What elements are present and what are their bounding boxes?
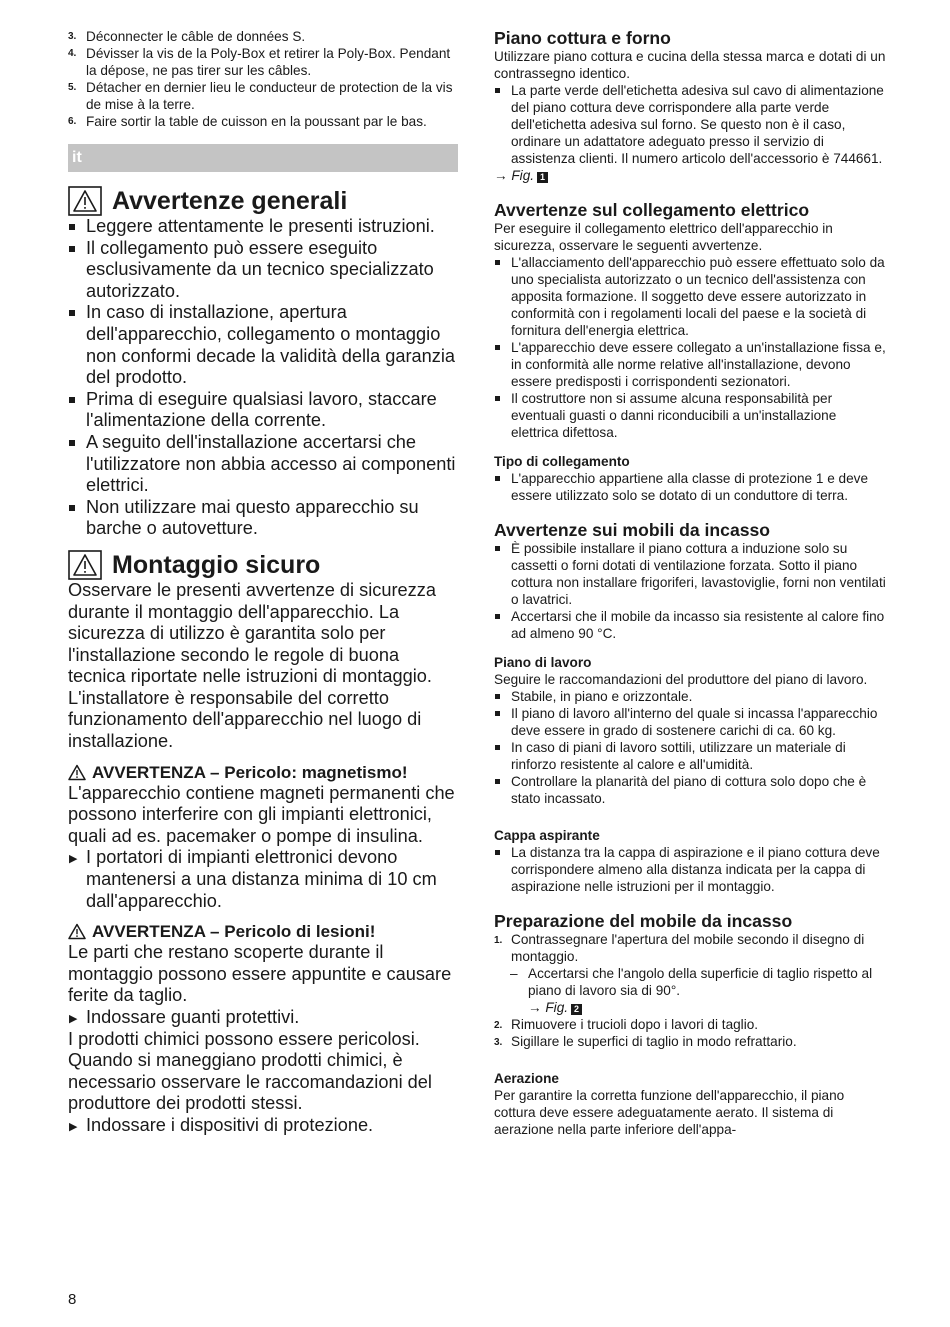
bullet-square-icon: [495, 260, 500, 265]
list-item: Accertarsi che il mobile da incasso sia resistente al calore fino ad almeno 90 °C.: [494, 608, 886, 642]
hob-oven-intro: Utilizzare piano cottura e cucina della stessa marca e dotati di un contrassegno identico.: [494, 49, 886, 81]
warning-triangle-icon: [68, 550, 102, 580]
list-item: In caso di piani di lavoro sottili, utilizzare un materiale di rinforzo resistente al calore e all'umidità.: [494, 739, 886, 773]
hood-heading: Cappa aspirante: [494, 828, 600, 843]
hob-oven-list: [494, 82, 886, 167]
list-item: Controllare la planarità del piano di cottura solo dopo che è stato incassato.: [494, 773, 886, 807]
worktop-heading: Piano di lavoro: [494, 655, 592, 670]
list-item: 5. Détacher en dernier lieu le conducteur de protection de la vis de mise à la terre.: [68, 80, 453, 112]
worktop-list: [494, 688, 886, 807]
bullet-square-icon: [495, 345, 500, 350]
bullet-square-icon: [69, 440, 75, 446]
list-item: L'allacciamento dell'apparecchio può essere effettuato solo da uno specialista autorizzato o un tecnico dell'assistenza con apposita formazione. Il soggetto deve essere autorizzato in conformità con i regolamenti locali del paese e la società di fornitura dell'energia elettrica.: [494, 254, 886, 339]
list-item: 4. Dévisser la vis de la Poly-Box et retirer la Poly-Box. Pendant la dépose, ne pas tirer sur les câbles.: [68, 46, 451, 78]
figure-number-badge: 1: [537, 172, 548, 183]
bullet-square-icon: [69, 246, 75, 252]
warning-magnetism-heading: AVVERTENZA – Pericolo: magnetismo!: [68, 763, 458, 783]
general-warnings-heading: Avvertenze generali: [68, 186, 458, 216]
list-item: Il costruttore non si assume alcuna responsabilità per eventuali guasti o danni riconducibili a un'installazione elettrica difettosa.: [494, 390, 886, 441]
language-bar: it: [68, 144, 458, 172]
safe-mounting-heading: Montaggio sicuro: [68, 550, 458, 580]
electrical-list: [494, 254, 886, 441]
list-item: La parte verde dell'etichetta adesiva sul cavo di alimentazione del piano cottura deve corrispondere alla parte verde dell'etichetta adesiva sul forno. Se questo non è il caso, ordinare un adattatore adeguato presso il servizio di assistenza clienti. Il numero articolo dell'accessorio è 744661.: [494, 82, 886, 167]
list-item: Prima di eseguire qualsiasi lavoro, staccare l'alimentazione della corrente.: [68, 389, 458, 432]
bullet-square-icon: [495, 850, 500, 855]
action-arrow-icon: ▶: [69, 1120, 78, 1133]
warning-triangle-icon: [68, 186, 102, 216]
warning-magnetism-action: [68, 847, 458, 912]
list-item: Non utilizzare mai questo apparecchio su barche o autovetture.: [68, 497, 458, 540]
bullet-square-icon: [495, 694, 500, 699]
bullet-square-icon: [69, 505, 75, 511]
warning-injury-action: [68, 1007, 458, 1029]
list-item: Stabile, in piano e orizzontale.: [494, 688, 886, 705]
connection-type-list: [494, 470, 886, 504]
furniture-heading: Avvertenze sui mobili da incasso: [494, 520, 771, 540]
list-item: 3. Sigillare le superfici di taglio in modo refrattario.: [494, 1034, 797, 1049]
ventilation-text: Per garantire la corretta funzione dell'apparecchio, il piano cottura deve essere adeguatamente aerato. Il sistema di aerazione nella parte inferiore dell'appa-: [494, 1088, 845, 1137]
bullet-square-icon: [495, 476, 500, 481]
list-item: ▶ Indossare i dispositivi di protezione.: [68, 1115, 458, 1137]
warning-triangle-small-icon: [68, 764, 86, 781]
list-item: ▶ I portatori di impianti elettronici devono mantenersi a una distanza minima di 10 cm dall'apparecchio.: [69, 847, 437, 911]
bullet-square-icon: [495, 88, 500, 93]
list-item: A seguito dell'installazione accertarsi che l'utilizzatore non abbia accesso ai componenti elettrici.: [68, 432, 458, 497]
chemicals-text: I prodotti chimici possono essere pericolosi. Quando si maneggiano prodotti chimici, è necessario osservare le raccomandazioni del produttore dei prodotti stessi.: [68, 1028, 432, 1114]
bullet-square-icon: [495, 396, 500, 401]
electrical-intro: Per eseguire il collegamento elettrico dell'apparecchio in sicurezza, osservare le seguenti avvertenze.: [494, 221, 833, 253]
warning-triangle-small-icon: [68, 923, 86, 940]
bullet-square-icon: [495, 745, 500, 750]
list-item: 2. Rimuovere i trucioli dopo i lavori di taglio.: [494, 1017, 759, 1032]
list-item: È possibile installare il piano cottura a induzione solo su cassetti o forni dotati di ventilazione forzata. Sotto il piano cottura non installare frigoriferi, lavastoviglie, forni non ventilati o lavatrici.: [494, 540, 886, 608]
list-item: In caso di installazione, apertura dell'apparecchio, collegamento o montaggio non conformi decade la validità della garanzia del prodotto.: [68, 302, 458, 388]
right-column: [494, 28, 886, 1138]
warning-injury-heading: AVVERTENZA – Pericolo di lesioni!: [68, 922, 458, 942]
worktop-intro: Seguire le raccomandazioni del produttore del piano di lavoro.: [494, 672, 868, 687]
hob-oven-heading: Piano cottura e forno: [494, 28, 671, 48]
connection-type-heading: Tipo di collegamento: [494, 454, 630, 469]
bullet-square-icon: [495, 546, 500, 551]
bullet-square-icon: [69, 310, 75, 316]
list-item: L'apparecchio appartiene alla classe di protezione 1 e deve essere utilizzato solo se dotato di un conduttore di terra.: [494, 470, 886, 504]
bullet-square-icon: [495, 614, 500, 619]
figure-reference: → Fig. 2: [494, 999, 886, 1016]
list-item: ▶ Indossare guanti protettivi.: [68, 1007, 458, 1029]
furniture-list: [494, 540, 886, 642]
left-column: [68, 28, 458, 1137]
list-item: L'apparecchio deve essere collegato a un'installazione fissa e, in conformità alle norme relative all'installazione, devono essere predisposti i corrispondenti sezionatori.: [494, 339, 886, 390]
action-arrow-icon: ▶: [69, 1013, 78, 1025]
bullet-square-icon: [69, 224, 75, 230]
warning-injury-text: Le parti che restano scoperte durante il montaggio possono essere appuntite e causare ferite da taglio.: [68, 942, 452, 1006]
chemicals-action: [68, 1115, 458, 1137]
warning-magnetism-text: L'apparecchio contiene magneti permanenti che possono interferire con gli impianti elettronici, quali ad es. pacemaker o pompe di insulina.: [68, 782, 455, 846]
figure-reference: → Fig. 1: [494, 167, 886, 184]
prep-heading: Preparazione del mobile da incasso: [494, 911, 793, 931]
action-arrow-icon: ▶: [69, 853, 78, 866]
prep-steps-list: [494, 931, 886, 1050]
bullet-square-icon: [495, 711, 500, 716]
list-item: 6. Faire sortir la table de cuisson en la poussant par le bas.: [68, 114, 427, 129]
list-item: 1. Contrassegnare l'apertura del mobile secondo il disegno di montaggio.: [494, 932, 865, 964]
hood-list: [494, 844, 886, 895]
list-item: La distanza tra la cappa di aspirazione e il piano cottura deve corrispondere almeno alla distanza indicata per la cappa di aspirazione nelle istruzioni per il montaggio.: [494, 844, 886, 895]
list-item: Leggere attentamente le presenti istruzioni.: [68, 216, 458, 238]
safe-intro: Osservare le presenti avvertenze di sicurezza durante il montaggio dell'apparecchio. La sicurezza di utilizzo è garantita solo per l'installazione secondo le regole di buona tecnica riportate nelle istruzioni di montaggio. L'installatore è responsabile del corretto funzionamento dell'apparecchio nel luogo di installazione.: [68, 579, 436, 752]
fr-steps-list: [68, 28, 458, 130]
list-item: – Accertarsi che l'angolo della superficie di taglio rispetto al piano di lavoro sia di 90°.: [510, 966, 873, 998]
list-item: Il piano di lavoro all'interno del quale si incassa l'apparecchio deve essere in grado di sostenere carichi di ca. 60 kg.: [494, 705, 886, 739]
page-number: 8: [68, 1291, 77, 1308]
list-item: 3. Déconnecter le câble de données S.: [68, 29, 306, 44]
general-warnings-list: [68, 216, 458, 540]
list-item: Il collegamento può essere eseguito esclusivamente da un tecnico specializzato autorizzato.: [68, 238, 458, 303]
figure-number-badge: 2: [571, 1004, 582, 1015]
bullet-square-icon: [69, 397, 75, 403]
bullet-square-icon: [495, 779, 500, 784]
ventilation-heading: Aerazione: [494, 1071, 559, 1086]
electrical-heading: Avvertenze sul collegamento elettrico: [494, 200, 810, 220]
